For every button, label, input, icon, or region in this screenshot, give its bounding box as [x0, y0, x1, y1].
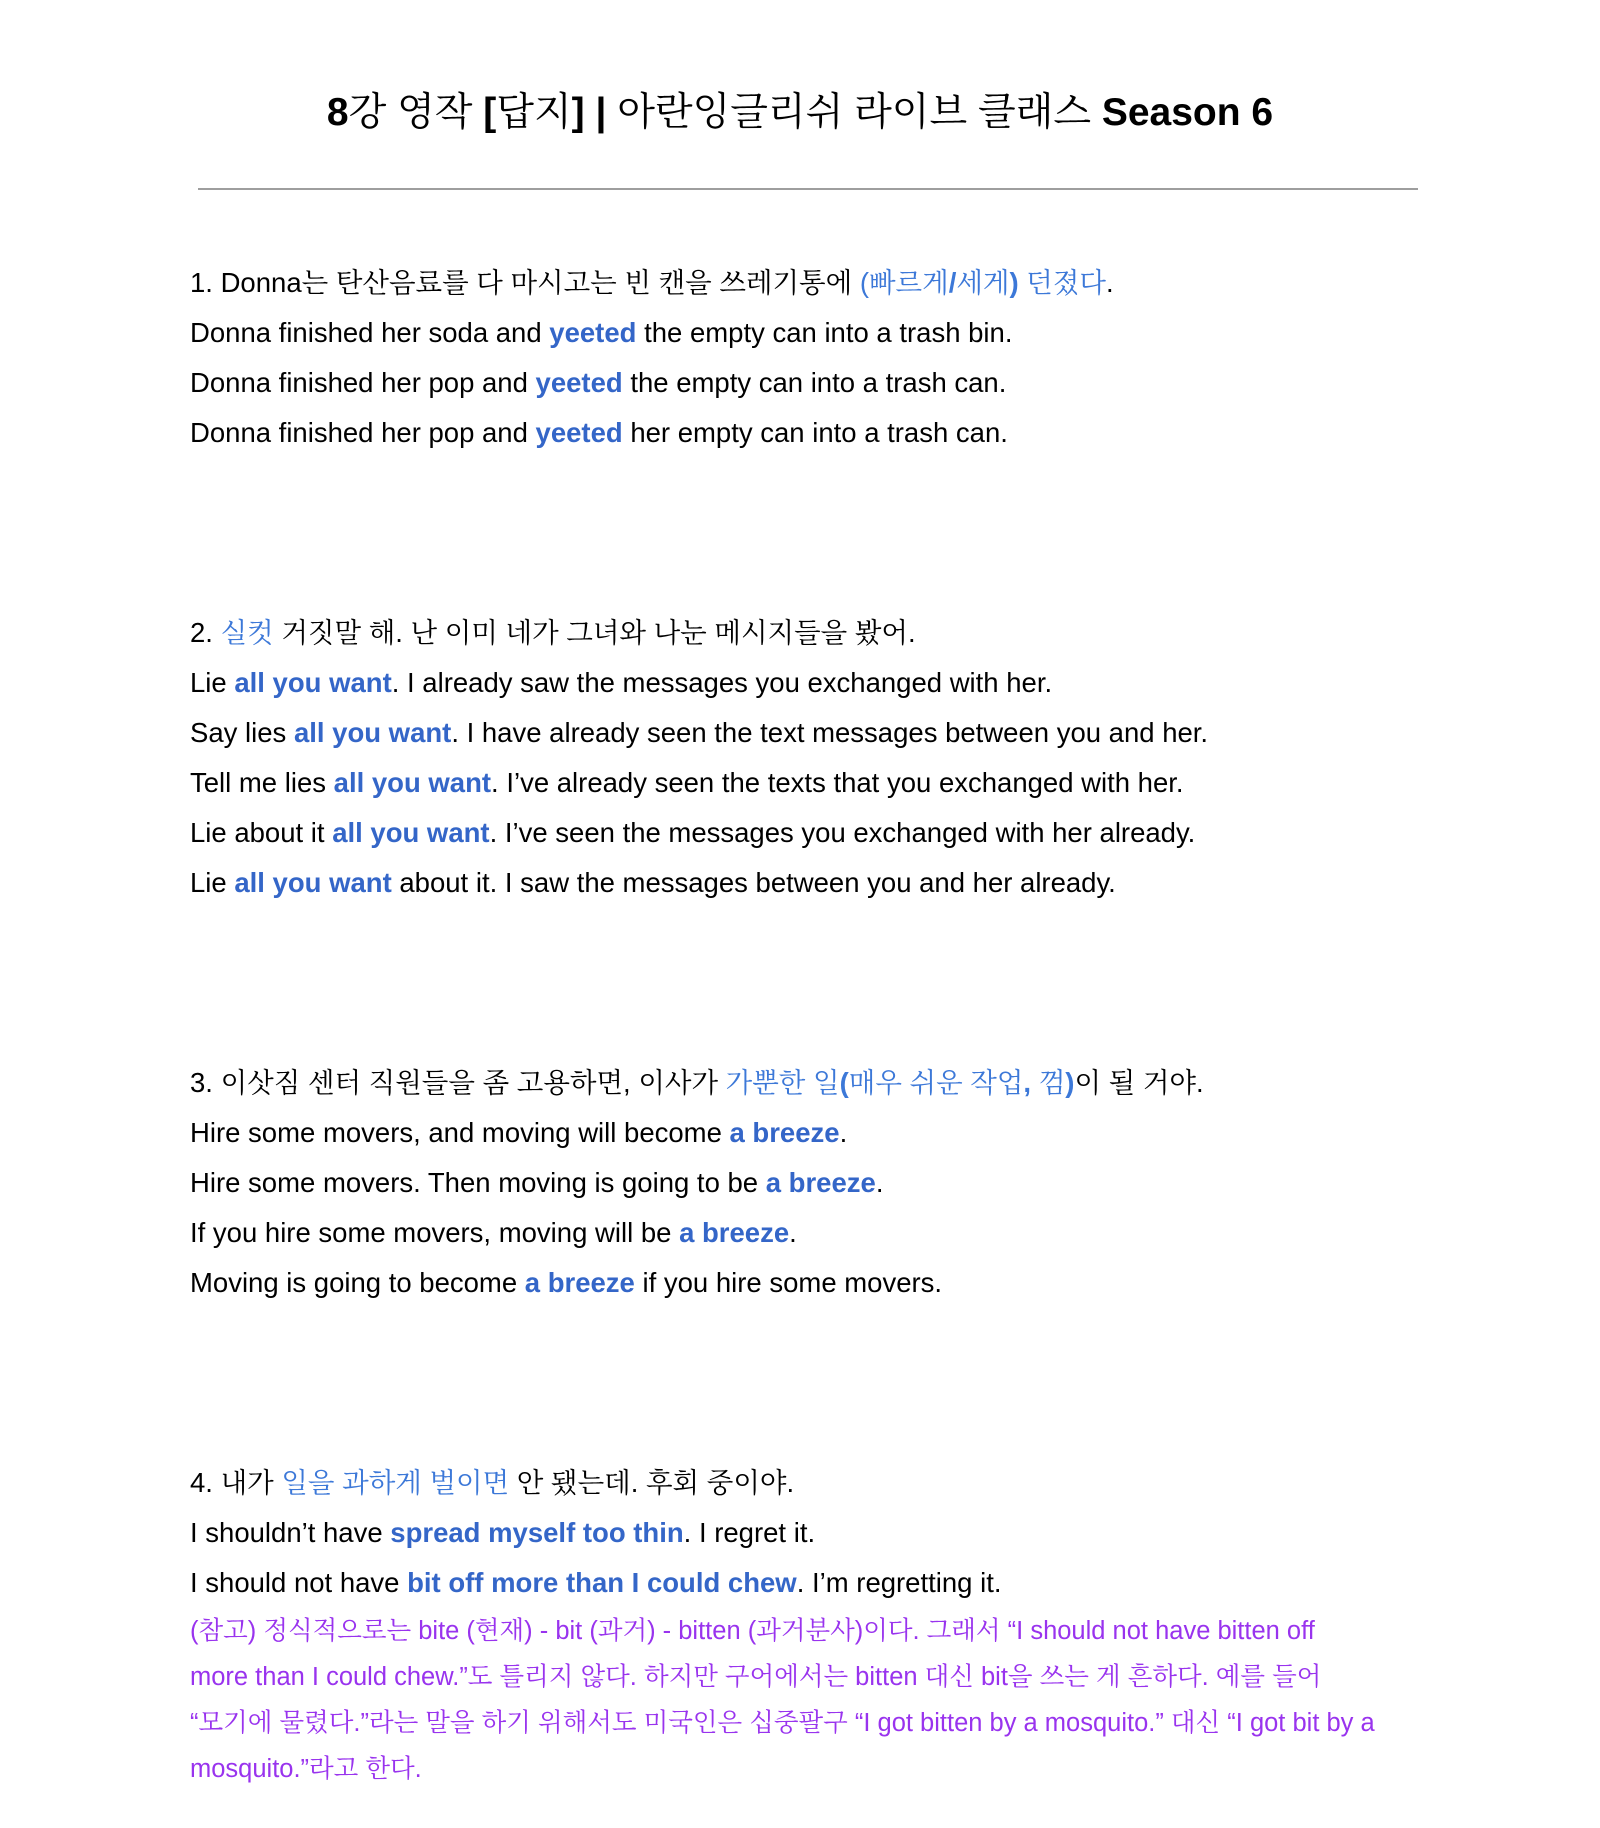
question-3-prompt [190, 1058, 1430, 1108]
answer-text: Hire some movers. Then moving is going to be [190, 1167, 766, 1198]
answer-key-phrase: a breeze [524, 1267, 635, 1298]
answer-text: I should not have [190, 1567, 408, 1598]
question-2-prompt [190, 608, 1430, 658]
answer-text: Donna finished her soda and [190, 317, 550, 348]
prompt-text: 3. 이삿짐 센터 직원들을 좀 고용하면, 이사가 [190, 1067, 726, 1098]
answer-key-phrase: yeeted [549, 317, 637, 348]
answer-text: Lie [190, 867, 235, 898]
answer-text: Tell me lies [190, 767, 334, 798]
answer-line [190, 708, 1430, 758]
prompt-highlight: 실컷 [220, 617, 274, 648]
prompt-highlight: (빠르게 [859, 267, 949, 298]
prompt-highlight: 가뿐한 일 [725, 1067, 840, 1098]
title-bracket-close: ] | [571, 91, 618, 134]
title-bracket-open: [ [483, 91, 497, 134]
answer-text: the empty can into a trash can. [622, 367, 1007, 398]
prompt-text: 거짓말 해. 난 이미 네가 그녀와 나눈 메시지들을 봤어. [273, 617, 916, 648]
answer-line [190, 858, 1430, 908]
answer-line [190, 1258, 1430, 1308]
note-line: (참고) 정식적으로는 bite (현재) - bit (과거) - bitten (과거분사)이다. 그래서 “I should not have bitten off [190, 1617, 1315, 1645]
prompt-text: 안 됐는데. 후회 중이야. [509, 1467, 795, 1498]
answer-key-phrase: all you want [293, 717, 452, 748]
answer-text: Donna finished her pop and [190, 367, 536, 398]
answer-text: about it. I saw the messages between you and her already. [391, 867, 1116, 898]
note-line: “모기에 물렸다.”라는 말을 하기 위해서도 미국인은 십중팔구 “I got bitten by a mosquito.” 대신 “I got bit by a [190, 1709, 1375, 1737]
answer-key-phrase: all you want [332, 817, 490, 848]
answer-key-phrase: a breeze [765, 1167, 876, 1198]
answer-text: . I’ve seen the messages you exchanged with her already. [489, 817, 1196, 848]
answer-text: I shouldn’t have [190, 1517, 391, 1548]
note-line: mosquito.”라고 한다. [190, 1755, 422, 1783]
prompt-highlight: 매우 쉬운 작업 [848, 1067, 1024, 1098]
answer-key-phrase: all you want [234, 667, 392, 698]
answer-text: . I have already seen the text messages between you and her. [451, 717, 1209, 748]
answer-text: . I’m regretting it. [796, 1567, 1002, 1598]
question-2 [190, 608, 1430, 908]
question-4-prompt [190, 1458, 1430, 1508]
prompt-text: 2. [190, 617, 221, 648]
answer-text: Donna finished her pop and [190, 417, 536, 448]
answer-line [190, 1208, 1430, 1258]
answer-text: . [789, 1217, 797, 1248]
prompt-text: 이 될 거야. [1074, 1067, 1204, 1098]
grammar-note [190, 1608, 1430, 1792]
prompt-text: . [1105, 267, 1114, 298]
prompt-highlight: / [948, 267, 957, 298]
answer-key-phrase: yeeted [535, 367, 623, 398]
answer-text: Lie about it [190, 817, 333, 848]
prompt-highlight: 껌 [1031, 1067, 1066, 1098]
answer-text: . I’ve already seen the texts that you exchanged with her. [491, 767, 1184, 798]
prompt-text: 4. 내가 [190, 1467, 282, 1498]
answer-text: the empty can into a trash bin. [636, 317, 1013, 348]
answer-text: . [875, 1167, 884, 1198]
answer-line [190, 1558, 1430, 1608]
prompt-highlight: ) [1065, 1067, 1075, 1098]
answer-key-phrase: all you want [333, 767, 492, 798]
prompt-highlight: ) [1009, 267, 1019, 298]
question-3 [190, 1058, 1430, 1308]
answer-key-phrase: a breeze [679, 1217, 790, 1248]
page-title [0, 88, 1600, 138]
answer-text: her empty can into a trash can. [622, 417, 1008, 448]
answer-line [190, 1108, 1430, 1158]
answer-text: Hire some movers, and moving will become [190, 1117, 730, 1148]
title-lecture-text: 강 영작 [348, 91, 484, 134]
question-4 [190, 1458, 1430, 1792]
answer-line [190, 308, 1430, 358]
title-answer-text: 답지 [496, 91, 572, 134]
answer-key-phrase: yeeted [535, 417, 623, 448]
answer-text: If you hire some movers, moving will be [190, 1217, 680, 1248]
answer-key-phrase: all you want [234, 867, 392, 898]
answer-line [190, 1158, 1430, 1208]
answer-line [190, 358, 1430, 408]
answer-text: . [839, 1117, 848, 1148]
answer-line [190, 408, 1430, 458]
answer-key-phrase: a breeze [729, 1117, 840, 1148]
note-line: more than I could chew.”도 틀리지 않다. 하지만 구어에서는 bitten 대신 bit을 쓰는 게 흔하다. 예를 들어 [190, 1663, 1322, 1691]
answer-text: . I already saw the messages you exchanged with her. [391, 667, 1053, 698]
question-1 [190, 258, 1430, 458]
answer-line [190, 758, 1430, 808]
answer-key-phrase: spread myself too thin [390, 1517, 684, 1548]
answer-line [190, 808, 1430, 858]
answer-line [190, 1508, 1430, 1558]
answer-text: if you hire some movers. [634, 1267, 943, 1298]
answer-line [190, 658, 1430, 708]
prompt-highlight: 일을 과하게 벌이면 [281, 1467, 510, 1498]
answer-text: Lie [190, 667, 235, 698]
title-lecture-number: 8 [326, 91, 349, 134]
question-1-prompt [190, 258, 1430, 308]
prompt-highlight: ( [839, 1067, 849, 1098]
prompt-highlight: 던졌다 [1018, 267, 1106, 298]
title-brand: 아란잉글리쉬 라이브 클래스 [617, 91, 1102, 134]
answer-key-phrase: bit off more than I could chew [407, 1567, 797, 1598]
answer-text: Say lies [190, 717, 294, 748]
prompt-highlight: , [1023, 1067, 1032, 1098]
prompt-text: 1. Donna는 탄산음료를 다 마시고는 빈 캔을 쓰레기통에 [190, 267, 860, 298]
title-season: Season 6 [1101, 91, 1274, 134]
title-divider [198, 188, 1418, 190]
prompt-highlight: 세게 [956, 267, 1010, 298]
answer-text: . I regret it. [683, 1517, 816, 1548]
answer-text: Moving is going to become [190, 1267, 525, 1298]
